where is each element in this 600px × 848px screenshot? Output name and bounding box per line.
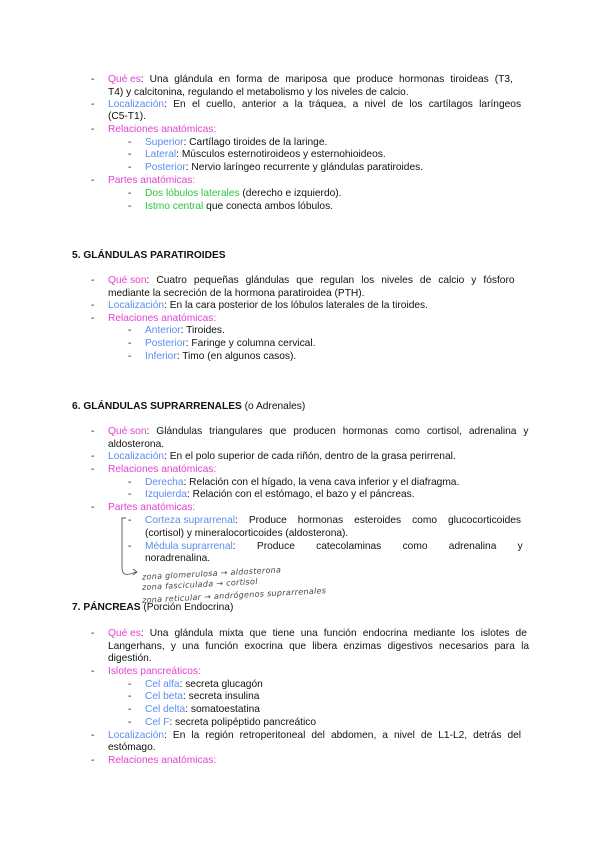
bullet-dash: - xyxy=(91,755,95,766)
section-heading: 7. PÁNCREAS (Porción Endocrina) xyxy=(72,602,234,613)
paratiroides-rel-inferior: Inferior: Timo (en algunos casos). xyxy=(145,351,297,362)
suprarrenales-rel-izquierda: Izquierda: Relación con el estómago, el bazo y el páncreas. xyxy=(145,489,415,500)
pancreas-localizacion: Localización: En la región retroperitoneal del abdomen, a nivel de L1-L2, detrás del xyxy=(108,730,522,741)
pancreas-cel-beta: Cel beta: secreta insulina xyxy=(145,691,260,702)
bullet-dash: - xyxy=(91,275,95,286)
bullet-dash: - xyxy=(91,74,95,85)
suprarrenales-relaciones: Relaciones anatómicas: xyxy=(108,464,217,475)
tiroides-localizacion: Localización: En el cuello, anterior a la tráquea, a nivel de los cartílagos laríngeos xyxy=(108,99,522,110)
tiroides-parte-lobulos: Dos lóbulos laterales (derecho e izquierdo). xyxy=(145,188,342,199)
bullet-dash: - xyxy=(128,351,132,362)
tiroides-relaciones: Relaciones anatómicas: xyxy=(108,124,217,135)
bullet-dash: - xyxy=(91,313,95,324)
paratiroides-rel-posterior: Posterior: Faringe y columna cervical. xyxy=(145,338,316,349)
bullet-dash: - xyxy=(128,201,132,212)
bullet-dash: - xyxy=(91,666,95,677)
pancreas-que-es: Qué es: Una glándula mixta que tiene una función endocrina mediante los islotes de xyxy=(108,628,527,639)
bullet-dash: - xyxy=(128,149,132,160)
suprarrenales-localizacion: Localización: En el polo superior de cada riñón, dentro de la grasa perirrenal. xyxy=(108,451,456,462)
bullet-dash: - xyxy=(128,338,132,349)
bullet-dash: - xyxy=(91,730,95,741)
pancreas-localizacion-cont: estómago. xyxy=(108,742,156,753)
bullet-dash: - xyxy=(128,188,132,199)
tiroides-rel-lateral: Lateral: Músculos esternotiroideos y esternohioideos. xyxy=(145,149,386,160)
bullet-dash: - xyxy=(128,137,132,148)
suprarrenales-partes: Partes anatómicas: xyxy=(108,502,196,513)
section-heading: 6. GLÁNDULAS SUPRARRENALES (o Adrenales) xyxy=(72,401,306,412)
paratiroides-rel-anterior: Anterior: Tiroides. xyxy=(145,325,225,336)
tiroides-que-es-cont: T4) y calcitonina, regulando el metabolismo y los niveles de calcio. xyxy=(108,87,409,98)
tiroides-rel-posterior: Posterior: Nervio laríngeo recurrente y glándulas paratiroides. xyxy=(145,162,424,173)
bullet-dash: - xyxy=(91,175,95,186)
pancreas-cel-f: Cel F: secreta polipéptido pancreático xyxy=(145,717,317,728)
paratiroides-que-son: Qué son: Cuatro pequeñas glándulas que regulan los niveles de calcio y fósforo xyxy=(108,275,515,286)
bullet-dash: - xyxy=(91,628,95,639)
paratiroides-que-son-cont: mediante la secreción de la hormona paratiroidea (PTH). xyxy=(108,288,365,299)
paratiroides-relaciones: Relaciones anatómicas: xyxy=(108,313,217,324)
bullet-dash: - xyxy=(128,541,132,552)
pancreas-islotes: Islotes pancreáticos: xyxy=(108,666,201,677)
suprarrenales-que-son-cont: aldosterona. xyxy=(108,439,165,450)
bullet-dash: - xyxy=(91,451,95,462)
suprarrenales-parte-corteza-cont: (cortisol) y mineralocorticoides (aldosterona). xyxy=(145,528,349,539)
bullet-dash: - xyxy=(128,325,132,336)
bullet-dash: - xyxy=(128,717,132,728)
bullet-dash: - xyxy=(128,515,132,526)
bullet-dash: - xyxy=(128,704,132,715)
paratiroides-localizacion: Localización: En la cara posterior de los lóbulos laterales de la tiroides. xyxy=(108,300,428,311)
bullet-dash: - xyxy=(91,300,95,311)
bullet-dash: - xyxy=(91,464,95,475)
note-reticular: zona reticular → andrógenos suprarrenales xyxy=(141,586,327,605)
bullet-dash: - xyxy=(128,679,132,690)
bullet-dash: - xyxy=(91,502,95,513)
bullet-dash: - xyxy=(128,162,132,173)
pancreas-que-es-cont: Langerhans, y una función exocrina que libera enzimas digestivos necesarios para la xyxy=(108,641,529,652)
bullet-dash: - xyxy=(91,99,95,110)
bullet-dash: - xyxy=(128,489,132,500)
tiroides-parte-istmo: Istmo central que conecta ambos lóbulos. xyxy=(145,201,334,212)
tiroides-localizacion-cont: (C5-T1). xyxy=(108,111,146,122)
note-fasciculada: zona fasciculada → cortisol xyxy=(141,576,258,593)
bullet-dash: - xyxy=(128,691,132,702)
suprarrenales-rel-derecha: Derecha: Relación con el hígado, la vena cava inferior y el diafragma. xyxy=(145,477,460,488)
pancreas-cel-alfa: Cel alfa: secreta glucagón xyxy=(145,679,263,690)
bullet-dash: - xyxy=(91,124,95,135)
tiroides-que-es: Qué es: Una glándula en forma de mariposa que produce hormonas tiroideas (T3, xyxy=(108,74,513,85)
suprarrenales-parte-medula: Médula suprarrenal: Produce catecolaminas como adrenalina y xyxy=(145,541,523,552)
pancreas-cel-delta: Cel delta: somatoestatina xyxy=(145,704,260,715)
pancreas-que-es-cont2: digestión. xyxy=(108,653,152,664)
suprarrenales-parte-corteza: Corteza suprarrenal: Produce hormonas esteroides como glucocorticoides xyxy=(145,515,522,526)
tiroides-rel-superior: Superior: Cartílago tiroides de la laringe. xyxy=(145,137,328,148)
tiroides-partes: Partes anatómicas: xyxy=(108,175,196,186)
suprarrenales-que-son: Qué son: Glándulas triangulares que producen hormonas como cortisol, adrenalina y xyxy=(108,426,529,437)
pancreas-relaciones: Relaciones anatómicas: xyxy=(108,755,217,766)
bullet-dash: - xyxy=(128,477,132,488)
section-heading: 5. GLÁNDULAS PARATIROIDES xyxy=(72,250,226,261)
note-glomerulosa: zona glomerulosa → aldosterona xyxy=(141,565,282,582)
suprarrenales-parte-medula-cont: noradrenalina. xyxy=(145,553,211,564)
bullet-dash: - xyxy=(91,426,95,437)
